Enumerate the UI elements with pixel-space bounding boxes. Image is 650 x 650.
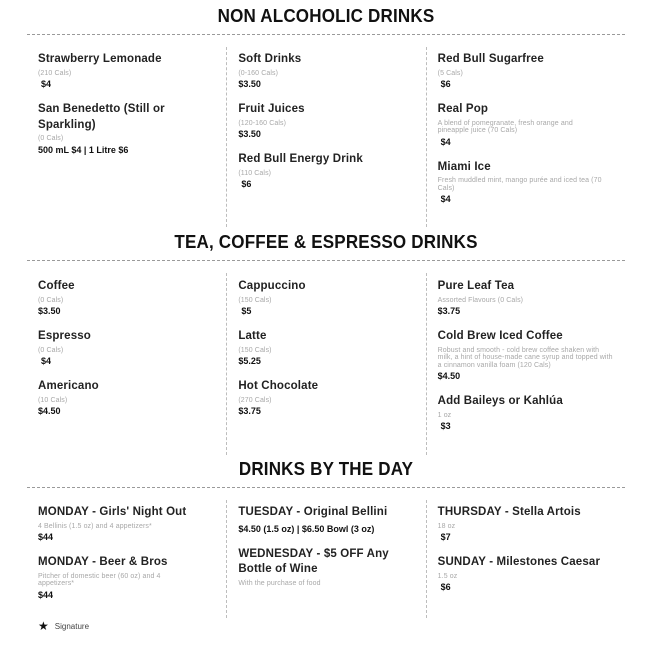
item-description: (270 Cals)	[238, 396, 272, 404]
menu-item	[38, 379, 226, 417]
item-name: Add Baileys or Kahlúa	[437, 395, 563, 407]
item-name: Latte	[238, 330, 267, 342]
item-name: Cappuccino	[238, 280, 306, 292]
item-description: (5 Cals)	[437, 69, 463, 77]
item-name: MONDAY - Beer & Bros	[38, 556, 168, 568]
item-name: Hot Chocolate	[238, 380, 319, 392]
menu-item	[238, 329, 425, 367]
item-description: With the purchase of food	[238, 579, 321, 587]
item-description: 4 Bellinis (1.5 oz) and 4 appetizers*	[38, 522, 152, 530]
column	[27, 273, 226, 455]
item-price: $4	[440, 194, 451, 204]
section-non-alcoholic	[27, 5, 625, 227]
column	[27, 47, 226, 227]
item-price: $3.75	[238, 406, 261, 416]
item-description: Pitcher of domestic beer (60 oz) and 4 appetizers*	[38, 572, 161, 587]
item-name: Coffee	[38, 280, 75, 292]
item-description: 1 oz	[437, 411, 452, 419]
item-description: (150 Cals)	[238, 346, 272, 354]
item-name: THURSDAY - Stella Artois	[437, 506, 581, 518]
item-price: $4.50	[38, 406, 61, 416]
item-price: $4.50	[437, 371, 461, 381]
item-price: $3.50	[238, 129, 261, 139]
star-icon: ★	[38, 619, 49, 633]
item-description: (120-160 Cals)	[238, 119, 287, 127]
item-price: $5.25	[238, 356, 261, 366]
item-name: SUNDAY - Milestones Caesar	[437, 556, 601, 568]
column	[27, 500, 226, 618]
item-name: San Benedetto (Still or Sparkling)	[38, 103, 165, 131]
item-price: $4	[41, 356, 52, 366]
item-description: Assorted Flavours (0 Cals)	[437, 296, 524, 304]
item-price: $4	[440, 136, 451, 147]
item-description: Fresh muddled mint, mango purée and iced tea (70 Cals)	[437, 177, 602, 192]
item-price: $3.50	[238, 79, 261, 89]
section-title: TEA, COFFEE & ESPRESSO DRINKS	[174, 231, 478, 252]
menu-item	[238, 505, 425, 535]
item-name: WEDNESDAY - $5 OFF Any Bottle of Wine	[238, 547, 389, 575]
menu-item	[238, 152, 425, 190]
column	[226, 47, 425, 227]
item-price: $4.50 (1.5 oz) | $6.50 Bowl (3 oz)	[238, 523, 375, 534]
section-title: NON ALCOHOLIC DRINKS	[217, 5, 435, 26]
menu-item	[38, 279, 226, 317]
menu-item	[438, 555, 625, 593]
item-price: $3	[440, 421, 451, 431]
menu-item	[438, 394, 625, 432]
column	[226, 500, 425, 618]
item-name: Strawberry Lemonade	[38, 53, 162, 65]
item-price: 500 mL $4 | 1 Litre $6	[38, 144, 129, 155]
menu-item	[438, 52, 625, 90]
section-tea-coffee	[27, 231, 625, 455]
divider	[27, 34, 625, 35]
signature-legend	[38, 621, 89, 631]
item-name: Cold Brew Iced Coffee	[437, 330, 563, 342]
menu-item	[238, 547, 425, 588]
column	[426, 273, 625, 455]
item-description: (210 Cals)	[38, 69, 72, 77]
menu-item	[238, 102, 425, 140]
item-price: $4	[41, 79, 52, 89]
signature-label: Signature	[54, 621, 90, 631]
menu-item	[238, 52, 425, 90]
menu-item	[238, 379, 425, 417]
item-price: $7	[440, 532, 451, 542]
item-name: Americano	[38, 380, 99, 392]
item-price: $5	[241, 306, 252, 316]
item-name: Espresso	[38, 330, 91, 342]
menu-item	[38, 102, 226, 156]
item-price: $44	[38, 532, 54, 542]
menu-item	[38, 329, 226, 367]
menu-item	[38, 555, 226, 601]
item-description: (110 Cals)	[238, 169, 272, 177]
column	[226, 273, 425, 455]
item-name: Pure Leaf Tea	[437, 280, 515, 292]
item-description: (10 Cals)	[38, 396, 68, 404]
column	[426, 500, 625, 618]
item-name: MONDAY - Girls' Night Out	[38, 506, 187, 518]
item-name: Soft Drinks	[238, 53, 302, 65]
divider	[27, 487, 625, 488]
menu-item	[438, 102, 625, 148]
menu-item	[438, 160, 625, 206]
menu-item	[438, 279, 625, 317]
column	[426, 47, 625, 227]
divider	[27, 260, 625, 261]
item-description: (0-160 Cals)	[238, 69, 279, 77]
menu-item	[238, 279, 425, 317]
item-description: 1.5 oz	[437, 572, 458, 580]
section-drinks-by-day	[27, 458, 625, 618]
item-description: 18 oz	[437, 522, 456, 530]
item-description: (0 Cals)	[38, 346, 64, 354]
item-name: Red Bull Sugarfree	[437, 53, 544, 65]
item-description: (0 Cals)	[38, 135, 64, 142]
menu-item	[38, 52, 226, 90]
menu-item	[438, 505, 625, 543]
item-price: $6	[440, 582, 451, 592]
item-price: $6	[241, 179, 252, 189]
item-price: $3.75	[437, 306, 461, 316]
item-description: (0 Cals)	[38, 296, 64, 304]
menu-item	[38, 505, 226, 543]
menu-item	[438, 329, 625, 382]
item-description: A blend of pomegranate, fresh orange and pineapple juice (70 Cals)	[437, 119, 573, 134]
item-name: Red Bull Energy Drink	[238, 153, 363, 165]
item-name: Fruit Juices	[238, 103, 305, 115]
item-price: $3.50	[38, 306, 61, 316]
item-description: Robust and smooth - cold brew coffee shaken with milk, a hint of house-made cane syrup and topped with a cinnamon vanilla foam (120 Cals)	[437, 346, 613, 369]
item-name: TUESDAY - Original Bellini	[238, 506, 388, 518]
item-price: $44	[38, 589, 54, 600]
section-title: DRINKS BY THE DAY	[238, 458, 414, 479]
item-name: Miami Ice	[437, 160, 491, 173]
item-price: $6	[440, 79, 451, 89]
item-description: (150 Cals)	[238, 296, 272, 304]
item-name: Real Pop	[437, 103, 489, 115]
